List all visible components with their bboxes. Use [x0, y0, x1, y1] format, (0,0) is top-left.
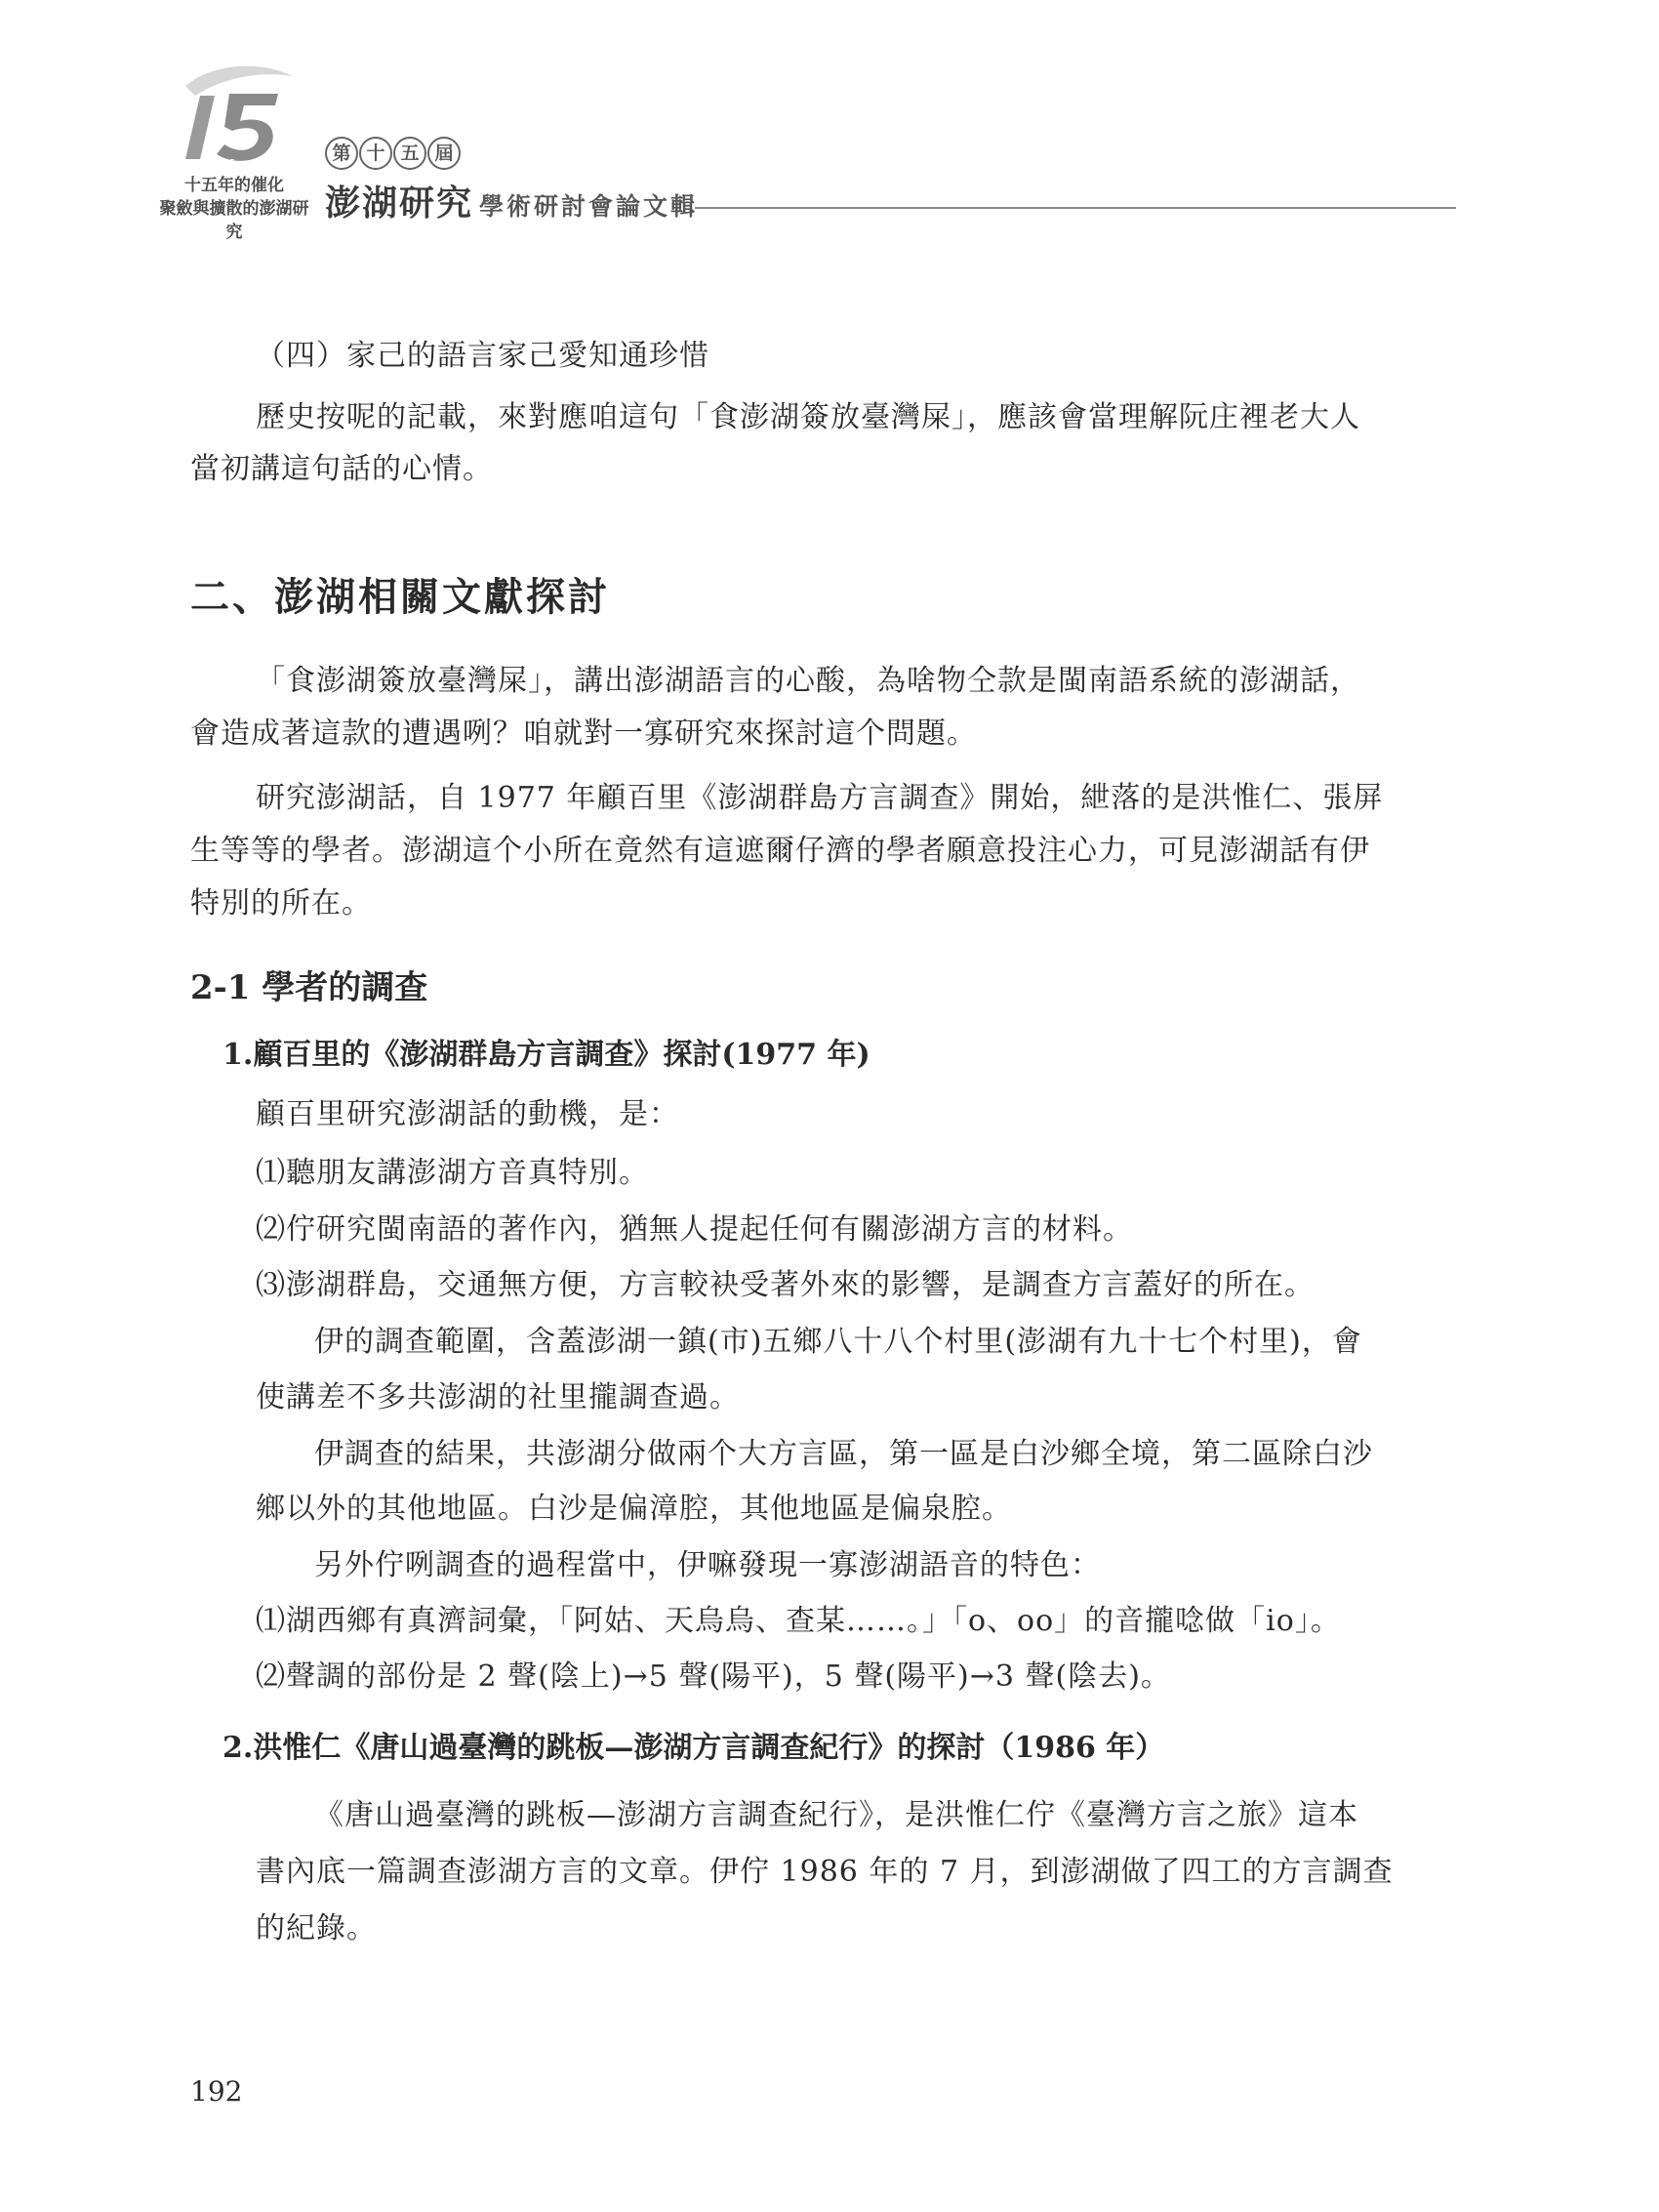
- edition-char: 五: [393, 137, 426, 170]
- subsection-2-1-title: 2-1 學者的調查: [190, 968, 428, 1007]
- edition-char: 第: [325, 137, 358, 170]
- paragraph-line: 的紀錄。: [256, 1911, 377, 1946]
- subheading-4: （四）家己的語言家己愛知通珍惜: [256, 339, 709, 373]
- paragraph-line: 歷史按呢的記載，來對應咱這句「食澎湖簽放臺灣屎」，應該會當理解阮庄裡老大人: [256, 400, 1360, 434]
- header-divider: [695, 207, 1456, 209]
- feature-item: ⑴湖西鄉有真濟詞彙，「阿姑、天烏烏、查某……。」「o、oo」的音攏唸做「io」。: [256, 1604, 1341, 1638]
- paragraph-line: 《唐山過臺灣的跳板—澎湖方言調查紀行》，是洪惟仁佇《臺灣方言之旅》這本: [314, 1798, 1358, 1832]
- item-1-title: 1.顧百里的《澎湖群島方言調查》探討(1977 年): [223, 1038, 870, 1072]
- logo-number: 15: [223, 158, 236, 169]
- conference-logo: [156, 57, 332, 242]
- journal-title: [325, 176, 698, 225]
- paragraph-line: 會造成著這款的遭遇咧？咱就對一寡研究來探討這个問題。: [190, 717, 977, 751]
- paragraph-line: 當初講這句話的心情。: [190, 452, 493, 486]
- paragraph-line: 鄉以外的其他地區。白沙是偏漳腔，其他地區是偏泉腔。: [256, 1492, 1012, 1526]
- paragraph-line: 研究澎湖話，自 1977 年顧百里《澎湖群島方言調查》開始，紲落的是洪惟仁、張屏: [256, 781, 1384, 815]
- journal-subtitle: 學術研討會論文輯: [479, 192, 699, 221]
- paragraph-line: 書內底一篇調查澎湖方言的文章。伊佇 1986 年的 7 月，到澎湖做了四工的方言調查: [256, 1855, 1394, 1889]
- paragraph-line: 特別的所在。: [190, 886, 372, 921]
- reason-item: ⑶澎湖群島，交通無方便，方言較袂受著外來的影響，是調查方言蓋好的所在。: [256, 1268, 1315, 1302]
- item-2-title: 2.洪惟仁《唐山過臺灣的跳板—澎湖方言調查紀行》的探討（1986 年）: [223, 1731, 1165, 1765]
- section-2-title: 二、澎湖相關文獻探討: [190, 574, 610, 620]
- logo-tagline-line-2: 聚斂與擴散的澎湖研究: [159, 199, 309, 242]
- logo-15-emblem: [156, 57, 303, 174]
- paragraph-line: 生等等的學者。澎湖這个小所在竟然有這遮爾仔濟的學者願意投注心力，可見澎湖話有伊: [190, 834, 1370, 868]
- feature-item: ⑵聲調的部份是 2 聲(陰上)→5 聲(陽平)，5 聲(陽平)→3 聲(陰去)。: [256, 1659, 1171, 1694]
- paragraph-line: 顧百里研究澎湖話的動機，是：: [256, 1097, 679, 1131]
- reason-item: ⑵佇研究閩南語的著作內，猶無人提起任何有關澎湖方言的材料。: [256, 1212, 1133, 1247]
- paragraph-line: 伊調查的結果，共澎湖分做兩个大方言區，第一區是白沙鄉全境，第二區除白沙: [314, 1437, 1373, 1471]
- journal-main-title: 澎湖研究: [325, 183, 474, 224]
- page-number: 192: [190, 2075, 243, 2108]
- paragraph-line: 使講差不多共澎湖的社里攏調查過。: [256, 1380, 740, 1414]
- paragraph-line: 伊的調查範圍，含蓋澎湖一鎮(市)五鄉八十八个村里(澎湖有九十七个村里)，會: [314, 1325, 1362, 1359]
- logo-tagline: [156, 174, 312, 244]
- reason-item: ⑴聽朋友講澎湖方音真特別。: [256, 1156, 649, 1190]
- edition-char: 十: [359, 137, 392, 170]
- edition-char: 屆: [427, 137, 461, 170]
- paragraph-line: 另外佇咧調查的過程當中，伊嘛發現一寡澎湖語音的特色：: [314, 1548, 1101, 1582]
- edition-label: [325, 137, 462, 170]
- logo-tagline-line-1: 十五年的催化: [184, 176, 284, 195]
- paragraph-line: 「食澎湖簽放臺灣屎」，講出澎湖語言的心酸，為啥物仝款是閩南語系統的澎湖話，: [256, 664, 1360, 698]
